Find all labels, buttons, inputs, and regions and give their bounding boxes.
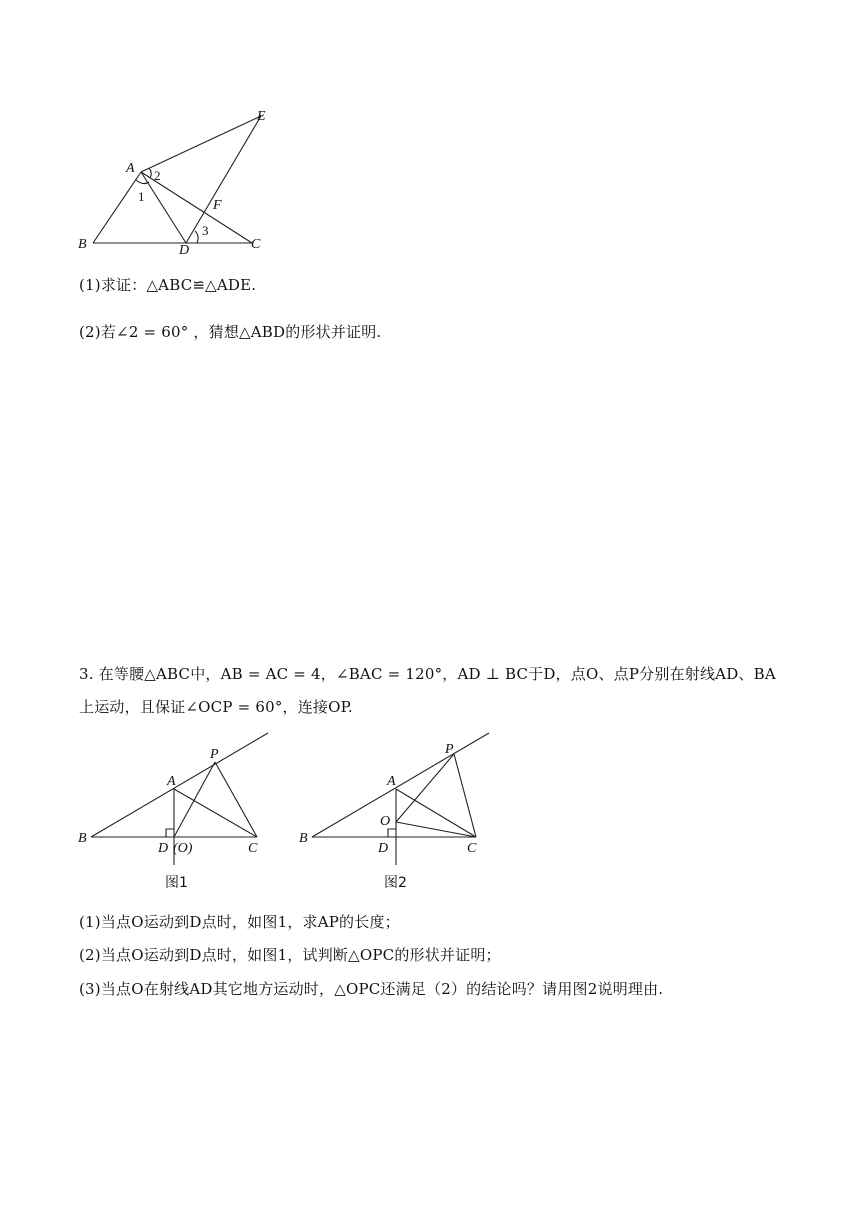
label-d: D (179, 243, 190, 258)
label-o: O (380, 814, 391, 829)
label-c: C (251, 237, 261, 252)
label-o: (O) (173, 841, 193, 856)
problem-2-question-2: (2)若∠2 = 60° ，猜想△ABD的形状并证明. (79, 323, 382, 341)
label-a: A (126, 161, 135, 176)
label-angle-1: 1 (138, 189, 145, 204)
segment-ac (174, 789, 257, 837)
problem-3-figure-2-caption: 图2 (384, 875, 407, 891)
problem-3-figure-2-svg (280, 725, 500, 875)
label-a: A (387, 774, 396, 789)
label-a: A (167, 774, 176, 789)
label-p: P (445, 742, 454, 757)
label-b: B (299, 831, 308, 846)
problem-3-figure-1-caption: 图1 (165, 875, 188, 891)
problem-3-question-3: (3)当点O在射线AD其它地方运动时，△OPC还满足（2）的结论吗？请用图2说明理由. (79, 980, 664, 998)
angle-3-arc (195, 231, 198, 243)
problem-3-figure-2 (280, 725, 500, 875)
label-c: C (467, 841, 477, 856)
label-e: E (257, 109, 266, 124)
figure-1-svg (60, 100, 290, 260)
angle-2-arc (149, 168, 151, 178)
right-angle-mark (166, 829, 174, 837)
label-d: D (378, 841, 389, 856)
segment-de (186, 116, 261, 243)
label-angle-3: 3 (202, 223, 209, 238)
label-c: C (248, 841, 258, 856)
label-p: P (210, 747, 219, 762)
problem-3-question-1: (1)当点O运动到D点时，如图1，求AP的长度； (79, 913, 400, 931)
problem-3-figure-1 (60, 725, 280, 875)
segment-op (396, 754, 454, 822)
problem-3-question-2: (2)当点O运动到D点时，如图1，试判断△OPC的形状并证明； (79, 946, 501, 964)
label-b: B (78, 831, 87, 846)
problem-2-question-1: (1)求证：△ABC≌△ADE. (79, 276, 257, 294)
label-angle-2: 2 (154, 168, 161, 183)
segment-op (174, 762, 215, 837)
label-f: F (213, 198, 222, 213)
problem-3-figure-1-svg (60, 725, 280, 875)
segment-ab (93, 172, 141, 243)
figure-triangle-abc-ade (60, 100, 290, 260)
ray-ba (91, 733, 268, 837)
label-b: B (78, 237, 87, 252)
segment-pc (215, 762, 257, 837)
problem-3-stem-line-2: 上运动，且保证∠OCP = 60°，连接OP. (79, 698, 353, 716)
segment-ae (141, 116, 261, 172)
label-d: D (158, 841, 169, 856)
right-angle-mark (388, 829, 396, 837)
segment-pc (454, 754, 476, 837)
problem-3-stem-line-1: 3. 在等腰△ABC中，AB = AC = 4，∠BAC = 120°，AD ⊥ BC于D，点O、点P分别在射线AD、BA (79, 665, 776, 683)
